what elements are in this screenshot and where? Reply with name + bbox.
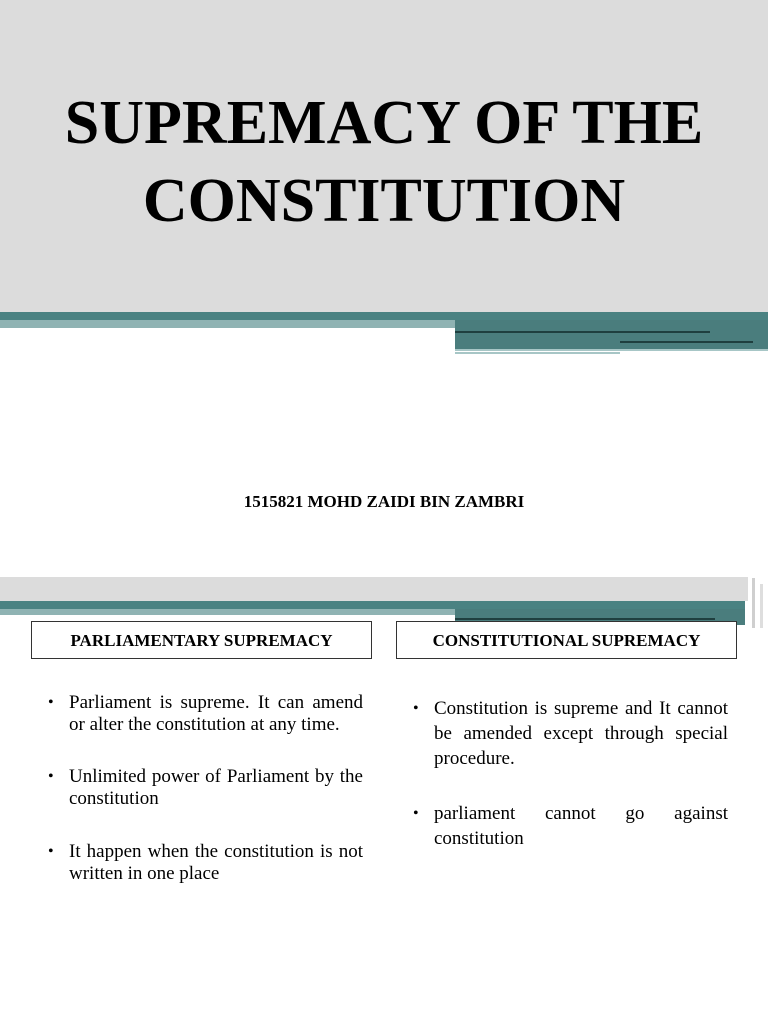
- author-line: 1515821 MOHD ZAIDI BIN ZAMBRI: [243, 492, 525, 511]
- list-item: • It happen when the constitution is not written in one place: [46, 841, 363, 885]
- decorative-line: [620, 341, 753, 343]
- decorative-band-light: [0, 320, 455, 328]
- decorative-line: [455, 349, 768, 351]
- list-item: • Unlimited power of Parliament by the constitution: [46, 766, 363, 810]
- decorative-block: [455, 320, 768, 349]
- slide-edge: [748, 577, 768, 631]
- decorative-band-light: [0, 609, 455, 615]
- slide-edge-shadow: [760, 584, 763, 628]
- list-item: • Parliament is supreme. It can amend or alter the constitution at any time.: [46, 692, 363, 736]
- parliamentary-supremacy-heading: PARLIAMENTARY SUPREMACY: [31, 621, 372, 659]
- list-item: • parliament cannot go against constitution: [411, 801, 728, 851]
- slide-edge-shadow: [752, 578, 755, 628]
- list-item: • Constitution is supreme and It cannot be amended except through special procedure.: [411, 696, 728, 771]
- slide-title: [0, 84, 768, 240]
- decorative-line: [455, 331, 710, 333]
- constitutional-supremacy-heading: CONSTITUTIONAL SUPREMACY: [396, 621, 737, 659]
- decorative-line: [455, 352, 620, 354]
- decorative-line: [455, 618, 715, 620]
- decorative-band: [0, 312, 768, 320]
- parliamentary-supremacy-list: [46, 692, 363, 915]
- slide-title-line-2: CONSTITUTION: [142, 167, 626, 235]
- constitutional-supremacy-list: [411, 696, 728, 881]
- content-slide-header: [0, 577, 748, 601]
- decorative-band: [0, 601, 745, 609]
- slide-title-line-1: SUPREMACY OF THE: [64, 89, 704, 157]
